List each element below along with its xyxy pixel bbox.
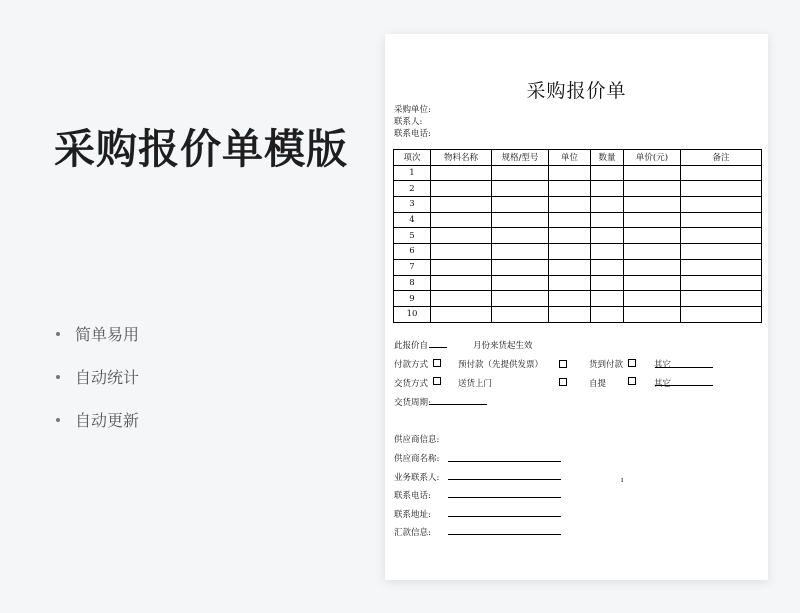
supplier-field-address: 联系地址: [394,510,431,520]
row-number: 8 [394,275,431,291]
supplier-phone-blank [448,497,561,498]
supplier-field-contact: 业务联系人: [394,473,440,483]
table-row [394,197,762,213]
row-number: 4 [394,212,431,228]
supplier-field-phone: 联系电话: [394,491,431,501]
table-row [394,244,762,260]
table-row [394,165,762,181]
table-row [394,259,762,275]
field-purchasing-unit: 采购单位: [394,105,431,115]
supplier-field-remittance: 汇款信息: [394,528,431,538]
supplier-field-name: 供应商名称: [394,454,440,464]
delivery-option-door: 送货上门 [458,379,493,389]
row-number: 2 [394,181,431,197]
validity-blank [429,347,447,348]
col-header: 规格/型号 [492,150,549,166]
supplier-heading: 供应商信息: [394,435,440,445]
table-row [394,212,762,228]
table-row [394,306,762,322]
table-row [394,228,762,244]
payment-checkbox[interactable] [433,359,441,367]
cod-checkbox[interactable] [628,359,636,367]
payment-other: 其它 [654,360,672,370]
bullet-icon [56,418,60,422]
table-header-row [394,150,762,166]
payment-option-cod: 货到付款 [589,360,624,370]
col-header: 项次 [394,150,431,166]
supplier-name-blank [448,461,561,462]
quote-table [393,149,762,323]
feature-list [56,312,139,441]
feature-item: 自动统计 [56,355,139,398]
field-contact: 联系人: [394,117,423,127]
row-number: 3 [394,197,431,213]
payment-option-prepay: 预付款（先提供发票） [458,360,544,370]
prepay-checkbox[interactable] [559,360,567,368]
col-header: 单价(元) [624,150,681,166]
supplier-contact-blank [448,479,561,480]
supplier-remittance-blank [448,534,561,535]
delivery-checkbox[interactable] [433,377,441,385]
page-title: 采购报价单模版 [54,125,348,173]
delivery-other-blank [655,385,713,386]
feature-item: 自动更新 [56,398,139,441]
delivery-label: 交货方式 [394,379,429,389]
row-number: 10 [394,306,431,322]
payment-label: 付款方式 [394,360,429,370]
row-number: 5 [394,228,431,244]
col-header: 备注 [681,150,762,166]
table-row [394,275,762,291]
delivery-period: 交货周期: [394,398,431,408]
col-header: 单位 [549,150,591,166]
delivery-period-blank [429,404,487,405]
stray-mark: ı [621,476,624,484]
table-row [394,291,762,307]
col-header: 物料名称 [431,150,492,166]
validity-prefix: 此报价自 [394,341,429,351]
document-preview [385,34,768,580]
feature-item: 简单易用 [56,312,139,355]
delivery-option-pickup: 自提 [589,379,607,389]
row-number: 7 [394,259,431,275]
document-title: 采购报价单 [526,80,627,102]
col-header: 数量 [591,150,624,166]
supplier-address-blank [448,516,561,517]
delivery-other: 其它 [654,379,672,389]
row-number: 9 [394,291,431,307]
validity-suffix: 月份来货起生效 [473,341,533,351]
row-number: 6 [394,244,431,260]
table-row [394,181,762,197]
bullet-icon [56,332,60,336]
door-delivery-checkbox[interactable] [559,378,567,386]
pickup-checkbox[interactable] [628,377,636,385]
row-number: 1 [394,165,431,181]
payment-other-blank [655,367,713,368]
field-phone: 联系电话: [394,129,431,139]
bullet-icon [56,375,60,379]
